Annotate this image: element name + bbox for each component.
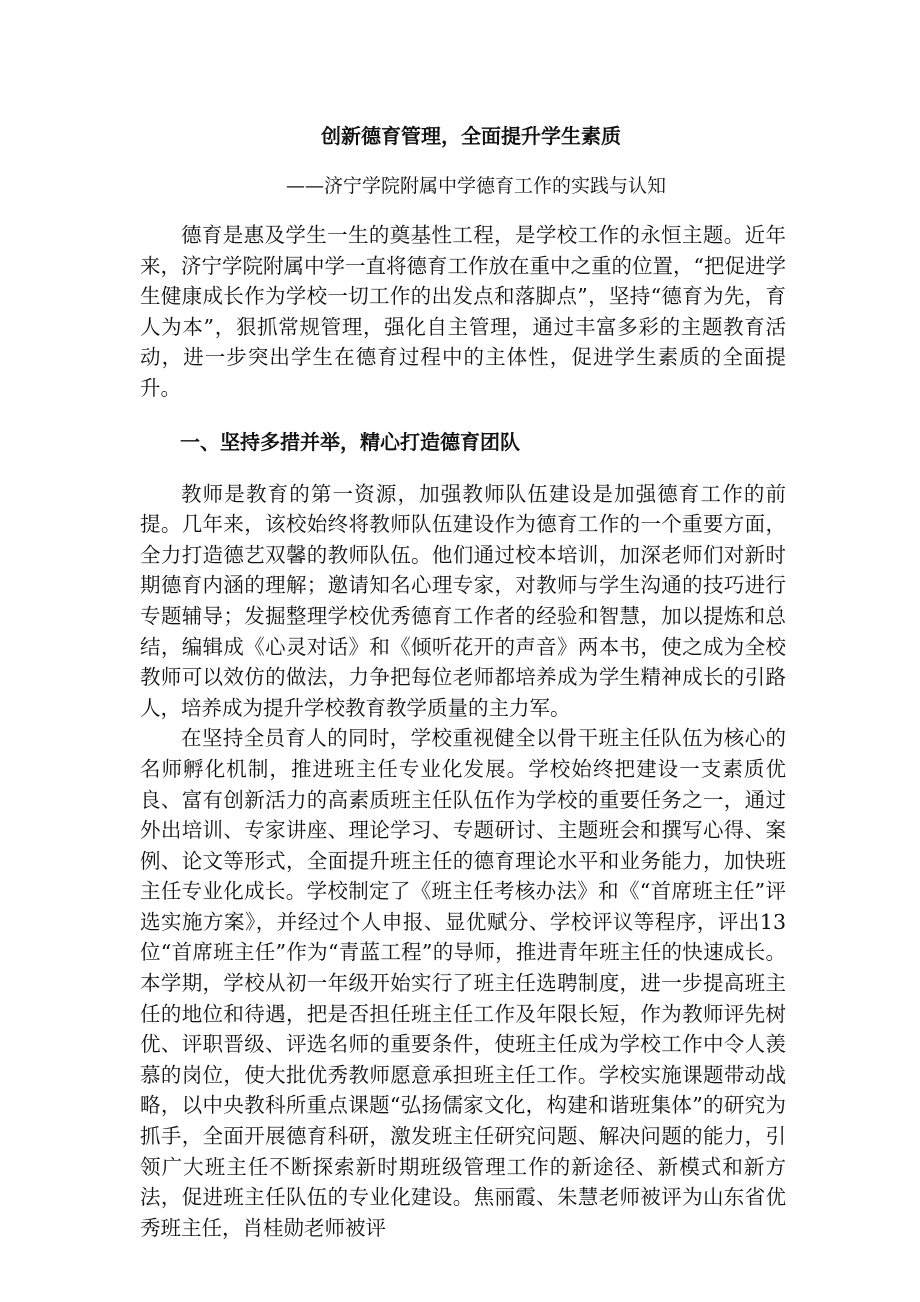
section1-paragraph-1: 教师是教育的第一资源，加强教师队伍建设是加强德育工作的前提。几年来，该校始终将教师队伍建设作为德育工作的一个重要方面，全力打造德艺双馨的教师队伍。他们通过校本培训，加深老师们对新时期德育内涵的理解；邀请知名心理专家，对教师与学生沟通的技巧进行专题辅导；发掘整理学校优秀德育工作者的经验和智慧，加以提炼和总结，编辑成《心灵对话》和《倾听花开的声音》两本书，使之成为全校教师可以效仿的做法，力争把每位老师都培养成为学生精神成长的引路人，培养成为提升学校教育教学质量的主力军。 xyxy=(140,481,786,720)
intro-paragraph: 德育是惠及学生一生的奠基性工程，是学校工作的永恒主题。近年来，济宁学院附属中学一直将德育工作放在重中之重的位置，“把促进学生健康成长作为学校一切工作的出发点和落脚点”，坚持“德育为先，育人为本”，狠抓常规管理，强化自主管理，通过丰富多彩的主题教育活动，进一步突出学生在德育过程中的主体性，促进学生素质的全面提升。 xyxy=(140,223,786,400)
page-title: 创新德育管理，全面提升学生素质 xyxy=(321,124,621,148)
document-page xyxy=(140,118,786,1243)
section1-paragraph-2: 在坚持全员育人的同时，学校重视健全以骨干班主任队伍为核心的名师孵化机制，推进班主任专业化发展。学校始终把建设一支素质优良、富有创新活力的高素质班主任队伍作为学校的重要任务之一，通过外出培训、专家讲座、理论学习、专题研讨、主题班会和撰写心得、案例、论文等形式，全面提升班主任的德育理论水平和业务能力，加快班主任专业化成长。学校制定了《班主任考核办法》和《“首席班主任”评选实施方案》，并经过个人申报、显优赋分、学校评议等程序，评出13位“首席班主任”作为“青蓝工程”的导师，推进青年班主任的快速成长。本学期，学校从初一年级开始实行了班主任选聘制度，进一步提高班主任的地位和待遇，把是否担任班主任工作及年限长短，作为教师评先树优、评职晋级、评选名师的重要条件，使班主任成为学校工作中令人羡慕的岗位，使大批优秀教师愿意承担班主任工作。学校实施课题带动战略，以中央教科所重点课题“弘扬儒家文化，构建和谐班集体”的研究为抓手，全面开展德育科研，激发班主任研究问题、解决问题的能力，引领广大班主任不断探索新时期班级管理工作的新途径、新模式和新方法，促进班主任队伍的专业化建设。焦丽霞、朱慧老师被评为山东省优秀班主任，肖桂勋老师被评 xyxy=(140,726,786,1240)
page-subtitle: ——济宁学院附属中学德育工作的实践与认知 xyxy=(285,175,666,197)
section-heading-1: 一、坚持多措并举，精心打造德育团队 xyxy=(180,429,520,454)
